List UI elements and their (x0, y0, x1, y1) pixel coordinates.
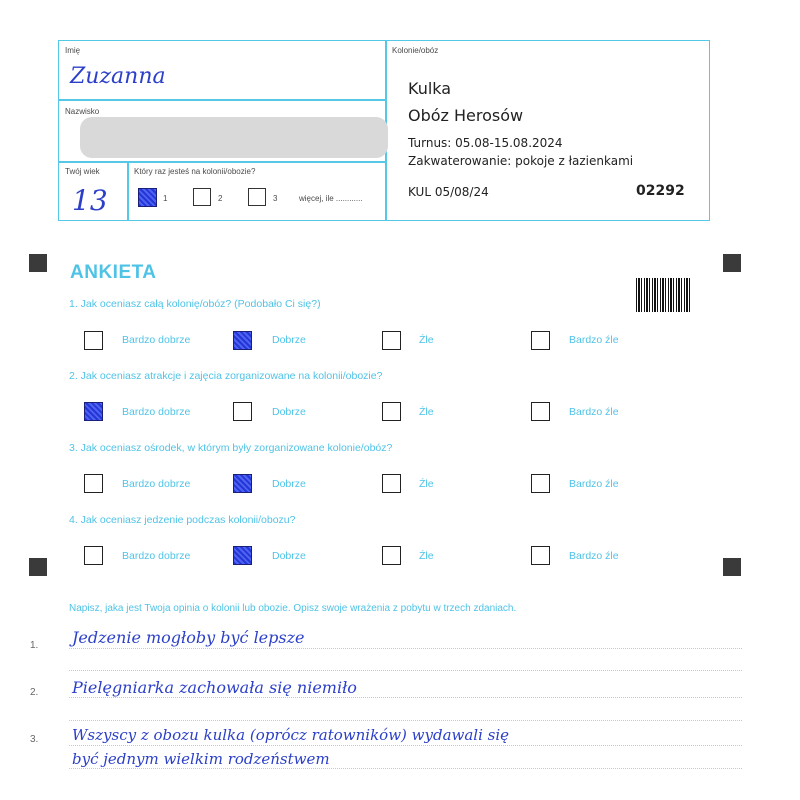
q4-checkbox-dobrze[interactable] (233, 546, 252, 565)
question-1: 1. Jak oceniasz całą kolonię/obóz? (Podobało Ci się?) (69, 298, 321, 310)
answer-line (69, 670, 742, 671)
question-2: 2. Jak oceniasz atrakcje i zajęcia zorganizowane na kolonii/obozie? (69, 370, 383, 382)
answer-line (69, 720, 742, 721)
q3-checkbox-bardzo-dobrze[interactable] (84, 474, 103, 493)
surname-redacted (80, 117, 388, 158)
line-number-3: 3. (30, 734, 39, 745)
q1-option-bardzo-zle: Bardzo źle (569, 334, 619, 346)
opinion-prompt: Napisz, jaka jest Twoja opinia o kolonii lub obozie. Opisz swoje wrażenia z pobytu w trzech zdaniach. (69, 603, 517, 614)
camp-subtitle: Obóz Herosów (408, 106, 524, 125)
q3-checkbox-dobrze[interactable] (233, 474, 252, 493)
answer-2: Pielęgniarka zachowała się niemiło (72, 678, 357, 697)
answer-3-line-1: Wszyscy z obozu kulka (oprócz ratowników) wydawali się (72, 726, 510, 744)
answer-line (69, 745, 742, 746)
q2-option-bardzo-zle: Bardzo źle (569, 406, 619, 418)
header-divider-surname (58, 161, 385, 163)
times-checkbox-2[interactable] (193, 188, 211, 206)
q4-option-zle: Źle (419, 550, 434, 562)
times-checkbox-3[interactable] (248, 188, 266, 206)
q3-option-dobrze: Dobrze (272, 478, 306, 490)
times-option-2: 2 (218, 194, 223, 203)
q2-checkbox-dobrze[interactable] (233, 402, 252, 421)
answer-3-line-2: być jednym wielkim rodzeństwem (72, 750, 330, 768)
q2-checkbox-bardzo-dobrze[interactable] (84, 402, 103, 421)
q1-option-dobrze: Dobrze (272, 334, 306, 346)
answer-1: Jedzenie mogłoby być lepsze (72, 628, 305, 647)
surname-label: Nazwisko (65, 107, 100, 116)
age-value: 13 (72, 184, 108, 217)
q3-checkbox-bardzo-zle[interactable] (531, 474, 550, 493)
age-label: Twój wiek (65, 167, 100, 176)
camp-code: KUL 05/08/24 (408, 185, 489, 199)
registration-marker (29, 254, 47, 272)
line-number-2: 2. (30, 687, 39, 698)
q1-checkbox-dobrze[interactable] (233, 331, 252, 350)
registration-marker (723, 254, 741, 272)
question-4: 4. Jak oceniasz jedzenie podczas kolonii/obozu? (69, 514, 296, 526)
q1-checkbox-bardzo-dobrze[interactable] (84, 331, 103, 350)
survey-title: ANKIETA (70, 262, 157, 283)
times-option-3: 3 (273, 194, 278, 203)
times-question: Który raz jesteś na kolonii/obozie? (134, 167, 256, 176)
form-number: 02292 (636, 183, 685, 199)
name-label: Imię (65, 46, 81, 55)
q2-option-zle: Źle (419, 406, 434, 418)
q3-option-bardzo-dobrze: Bardzo dobrze (122, 478, 191, 490)
times-more-label: więcej, ile ............ (299, 194, 363, 203)
q2-option-dobrze: Dobrze (272, 406, 306, 418)
barcode (636, 278, 690, 312)
q4-checkbox-bardzo-dobrze[interactable] (84, 546, 103, 565)
q4-option-bardzo-dobrze: Bardzo dobrze (122, 550, 191, 562)
accommodation: Zakwaterowanie: pokoje z łazienkami (408, 154, 634, 168)
camp-label: Kolonie/obóz (392, 46, 439, 55)
q1-checkbox-bardzo-zle[interactable] (531, 331, 550, 350)
registration-marker (723, 558, 741, 576)
q4-option-dobrze: Dobrze (272, 550, 306, 562)
q1-option-zle: Źle (419, 334, 434, 346)
q2-option-bardzo-dobrze: Bardzo dobrze (122, 406, 191, 418)
q2-checkbox-bardzo-zle[interactable] (531, 402, 550, 421)
answer-line (69, 648, 742, 649)
q3-option-bardzo-zle: Bardzo źle (569, 478, 619, 490)
q4-option-bardzo-zle: Bardzo źle (569, 550, 619, 562)
header-divider-name (58, 99, 385, 101)
answer-line (69, 768, 742, 769)
times-option-1: 1 (163, 194, 168, 203)
q1-checkbox-zle[interactable] (382, 331, 401, 350)
question-3: 3. Jak oceniasz ośrodek, w którym były zorganizowane kolonie/obóz? (69, 442, 393, 454)
q3-checkbox-zle[interactable] (382, 474, 401, 493)
q2-checkbox-zle[interactable] (382, 402, 401, 421)
times-checkbox-1[interactable] (138, 188, 157, 207)
name-value: Zuzanna (70, 64, 166, 89)
q1-option-bardzo-dobrze: Bardzo dobrze (122, 334, 191, 346)
q4-checkbox-bardzo-zle[interactable] (531, 546, 550, 565)
header-divider-age (127, 161, 129, 221)
line-number-1: 1. (30, 640, 39, 651)
q4-checkbox-zle[interactable] (382, 546, 401, 565)
turnus: Turnus: 05.08-15.08.2024 (408, 136, 563, 150)
camp-name: Kulka (408, 79, 452, 98)
registration-marker (29, 558, 47, 576)
q3-option-zle: Źle (419, 478, 434, 490)
answer-line (69, 697, 742, 698)
